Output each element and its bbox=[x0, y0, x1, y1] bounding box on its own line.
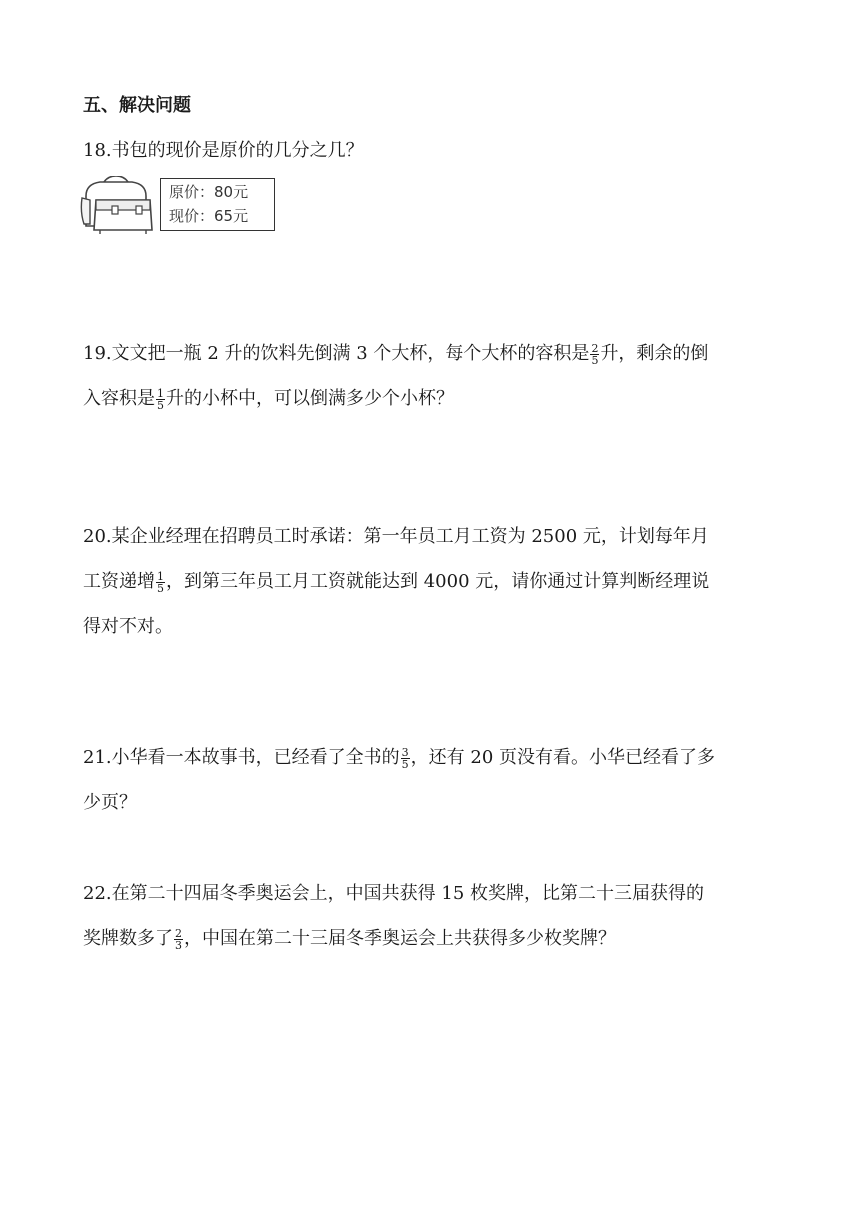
fraction-numerator: 2 bbox=[591, 341, 599, 355]
question-text: ，中国在第二十三届冬季奥运会上共获得多少枚奖牌？ bbox=[184, 928, 616, 949]
current-price-row bbox=[169, 204, 274, 228]
question-number: 22. bbox=[83, 883, 112, 904]
fraction bbox=[156, 388, 165, 411]
original-price-label: 原价： bbox=[169, 183, 215, 201]
fraction-numerator: 2 bbox=[175, 926, 182, 940]
fraction bbox=[174, 928, 183, 951]
price-figure bbox=[80, 176, 280, 238]
question-text: 升，剩余的倒 bbox=[600, 343, 709, 364]
backpack-icon bbox=[80, 176, 156, 236]
question-text: 在第二十四届冬季奥运会上，中国共获得 15 枚奖牌，比第二十三届获得的 bbox=[111, 883, 704, 904]
question-text: ，还有 20 页没有看。小华已经看了多 bbox=[410, 747, 715, 768]
fraction-denominator: 5 bbox=[157, 581, 164, 595]
fraction-numerator: 1 bbox=[157, 386, 164, 400]
question-text: 小华看一本故事书，已经看了全书的 bbox=[111, 747, 400, 768]
price-box bbox=[160, 178, 275, 231]
question-line bbox=[83, 780, 783, 825]
question-text: 升的小杯中，可以倒满多少个小杯？ bbox=[166, 388, 454, 409]
question-line bbox=[83, 514, 783, 559]
original-price-value: 80元 bbox=[214, 183, 249, 201]
fraction bbox=[401, 747, 410, 770]
question-20 bbox=[83, 514, 783, 649]
fraction-denominator: 3 bbox=[175, 938, 182, 952]
fraction-denominator: 5 bbox=[401, 757, 409, 771]
question-text: 工资递增 bbox=[83, 571, 155, 592]
question-18 bbox=[83, 128, 783, 173]
fraction bbox=[590, 343, 599, 366]
question-text: 少页？ bbox=[83, 792, 137, 813]
fraction-numerator: 3 bbox=[401, 745, 409, 759]
fraction-denominator: 5 bbox=[591, 353, 599, 367]
question-22 bbox=[83, 871, 783, 961]
question-number: 18. bbox=[83, 140, 112, 161]
question-line bbox=[83, 604, 783, 649]
question-text: 某企业经理在招聘员工时承诺：第一年员工月工资为 2500 元，计划每年月 bbox=[111, 526, 709, 547]
question-line bbox=[83, 916, 783, 961]
question-text: ，到第三年员工月工资就能达到 4000 元，请你通过计算判断经理说 bbox=[166, 571, 710, 592]
question-line bbox=[83, 871, 783, 916]
current-price-value: 65元 bbox=[214, 207, 249, 225]
question-line bbox=[83, 376, 783, 421]
question-19 bbox=[83, 331, 783, 421]
question-line bbox=[83, 559, 783, 604]
section-title: 五、解决问题 bbox=[83, 95, 191, 116]
fraction-denominator: 5 bbox=[157, 398, 164, 412]
question-number: 21. bbox=[83, 747, 112, 768]
question-number: 19. bbox=[83, 343, 112, 364]
question-text: 奖牌数多了 bbox=[83, 928, 173, 949]
original-price-row bbox=[169, 180, 274, 204]
question-line bbox=[83, 735, 783, 780]
question-text: 得对不对。 bbox=[83, 616, 173, 637]
fraction bbox=[156, 571, 165, 594]
current-price-label: 现价： bbox=[169, 207, 215, 225]
question-text: 文文把一瓶 2 升的饮料先倒满 3 个大杯，每个大杯的容积是 bbox=[111, 343, 590, 364]
question-number: 20. bbox=[83, 526, 112, 547]
question-text: 书包的现价是原价的几分之几？ bbox=[111, 140, 364, 161]
question-line bbox=[83, 331, 783, 376]
question-21 bbox=[83, 735, 783, 825]
question-text: 入容积是 bbox=[83, 388, 155, 409]
fraction-numerator: 1 bbox=[157, 569, 164, 583]
